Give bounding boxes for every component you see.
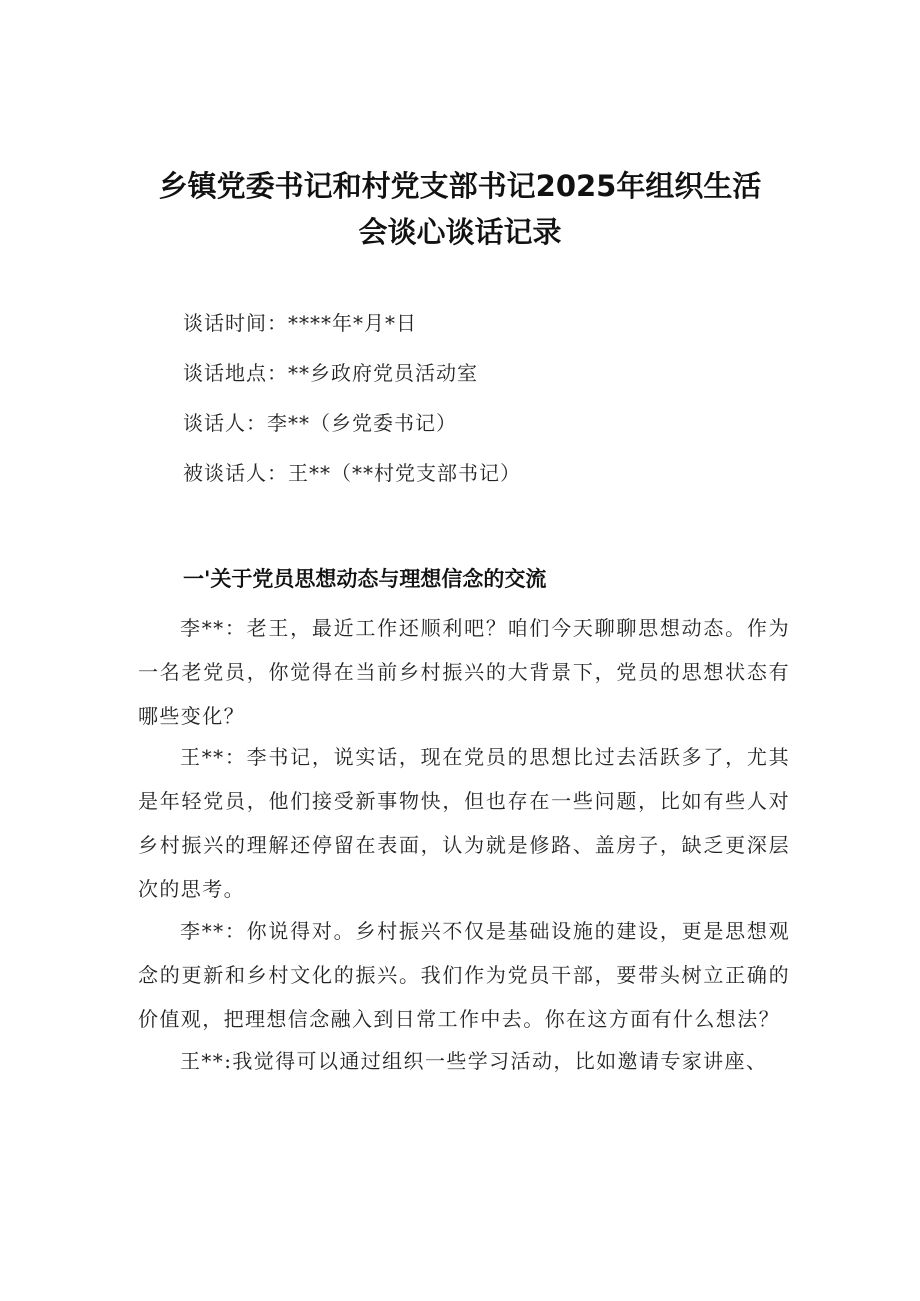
speaker-label: 王**: xyxy=(180,1049,233,1073)
speaker-label: 李**： xyxy=(180,919,247,943)
dialogue-text: 老王，最近工作还顺利吧？咱们今天聊聊思想动态。作为一名老党员，你觉得在当前乡村振兴的大背景下，党员的思想状态有哪些变化？ xyxy=(138,616,791,728)
meta-talk-time: 谈话时间：****年*月*日 xyxy=(183,311,417,335)
meta-speaker: 谈话人：李**（乡党委书记） xyxy=(183,411,457,435)
dialogue-text: 我觉得可以通过组织一些学习活动，比如邀请专家讲座、 xyxy=(232,1049,768,1073)
dialogue-paragraph xyxy=(138,606,790,738)
dialogue-paragraph xyxy=(138,735,790,911)
document-title-line-2: 会谈心谈话记录 xyxy=(358,215,562,249)
dialogue-text: 你说得对。乡村振兴不仅是基础设施的建设，更是思想观念的更新和乡村文化的振兴。我们作为党员干部，要带头树立正确的价值观，把理想信念融入到日常工作中去。你在这方面有什么想法？ xyxy=(138,919,791,1031)
speaker-label: 王**： xyxy=(180,745,247,769)
meta-listener: 被谈话人：王**（**村党支部书记） xyxy=(183,461,521,485)
speaker-label: 李**： xyxy=(180,616,247,640)
dialogue-paragraph xyxy=(138,909,790,1041)
section-heading-1: 一'关于党员思想动态与理想信念的交流 xyxy=(183,567,547,591)
meta-talk-place: 谈话地点：**乡政府党员活动室 xyxy=(183,361,478,385)
dialogue-paragraph xyxy=(138,1039,790,1083)
document-title-line-1: 乡镇党委书记和村党支部书记2025年组织生活 xyxy=(158,169,762,203)
dialogue-text: 李书记，说实话，现在党员的思想比过去活跃多了，尤其是年轻党员，他们接受新事物快，但也存在一些问题，比如有些人对乡村振兴的理解还停留在表面，认为就是修路、盖房子，缺乏更深层次的思考。 xyxy=(138,745,791,901)
